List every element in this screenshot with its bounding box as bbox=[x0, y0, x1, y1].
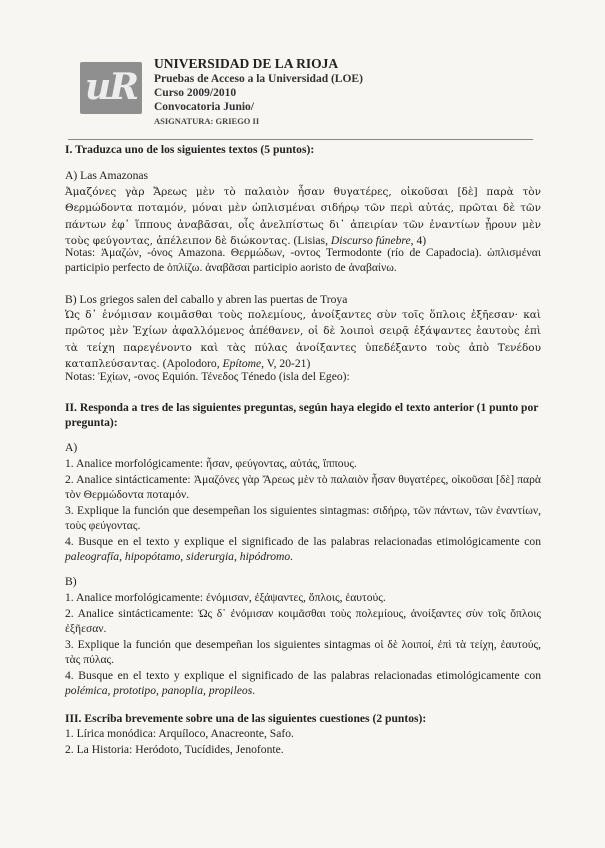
section-1-heading: I. Traduzca uno de los siguientes textos (5 puntos): bbox=[65, 143, 315, 156]
section-3-item-2: 2. La Historia: Heródoto, Tucídides, Jenofonte. bbox=[65, 743, 284, 756]
course-year: Curso 2009/2010 bbox=[154, 87, 237, 99]
section-2-a-question-4 bbox=[65, 534, 541, 565]
section-3-item-1: 1. Lírica monódica: Arquíloco, Anacreonte, Safo. bbox=[65, 727, 294, 740]
exam-session: Convocatoria Junio/ bbox=[154, 101, 254, 113]
section-2-a-question-3: 3. Explique la función que desempeñan los siguientes sintagmas: σιδήρῳ, τῶν πάντων, τῶν ἐναντίων, τοὺς φεύγοντας. bbox=[65, 504, 541, 533]
university-name: UNIVERSIDAD DE LA RIOJA bbox=[154, 56, 339, 71]
text-b-passage bbox=[65, 307, 541, 373]
text-a-source-suffix: , 4) bbox=[410, 234, 427, 248]
section-2-b-question-4 bbox=[65, 668, 541, 699]
text-a-source-work: Discurso fúnebre bbox=[330, 234, 411, 248]
text-b-notes: Notas: Ἐχίων, -ονος Equión. Τένεδος Ténedo (isla del Egeo): bbox=[65, 370, 350, 383]
section-2-a-question-1: 1. Analice morfológicamente: ἦσαν, φεύγοντας, αὐτάς, ἵππους. bbox=[65, 457, 357, 470]
section-2-heading: II. Responda a tres de las siguientes preguntas, según haya elegido el texto anterior (1 punto por pregunta): bbox=[65, 401, 539, 430]
text-a-notes: Notas: Ἀμαζών, -όνος Amazona. Θερμώδων, -οντος Termodonte (río de Capadocia). ὡπλισμέναι participio perfecto de ὁπλίζω. ἀναβᾶσαι participio aoristo de ἀναβαίνω. bbox=[65, 246, 541, 275]
text-a-passage bbox=[65, 184, 541, 250]
section-3-heading: III. Escriba brevemente sobre una de las siguientes cuestiones (2 puntos): bbox=[65, 712, 427, 725]
text-a-source-prefix: (Lisias, bbox=[293, 234, 331, 248]
text-a-greek: Ἀμαζόνες γὰρ Ἄρεως μὲν τὸ παλαιὸν ἦσαν θυγατέρες, οἰκοῦσαι [δὲ] παρὰ τὸν Θερμώδοντα ποταμόν, μόναι μὲν ὡπλισμέναι σιδήρῳ τῶν περὶ αὐτάς, πρῶται δὲ τῶν πάντων ἐφ᾽ ἵππους ἀναβᾶσαι, οἷς ἀνελπίστως δι᾽ ἀπειρίαν τῶν ἐναντίων ᾖρουν μὲν τοὺς φεύγοντας, ἀπέλειπον δὲ διώκοντας. bbox=[65, 186, 541, 248]
text-b-title: B) Los griegos salen del caballo y abren las puertas de Troya bbox=[65, 293, 348, 306]
logo-mark: uR bbox=[85, 66, 138, 108]
section-2-b-question-4-words: polémica, prototipo, panoplia, propileos bbox=[65, 684, 253, 698]
section-2-b-question-4-text: 4. Busque en el texto y explique el significado de las palabras relacionadas etimológicamente con bbox=[65, 669, 541, 682]
text-b-source-suffix: , V, 20-21) bbox=[261, 357, 311, 371]
section-2-b-question-3: 3. Explique la función que desempeñan los siguientes sintagmas οἱ δὲ λοιποί, ἐπὶ τὰ τείχη, ἑαυτούς, τὰς πύλας. bbox=[65, 638, 541, 667]
text-b-greek: Ὡς δ᾽ ἐνόμισαν κοιμᾶσθαι τοὺς πολεμίους, ἀνοίξαντες σὺν τοῖς ὅπλοις ἐξῆεσαν· καὶ πρῶτος μὲν Ἐχίων ἀφαλλόμενος ἀπέθανεν, οἱ δὲ λοιποὶ σειρᾷ ἐξάψαντες ἑαυτοὺς ἐπὶ τὰ τείχη παρεγένοντο καὶ τὰς πύλας ἀνοίξαντες ὑπεδέξαντο τοὺς ἀπὸ Τενέδου καταπλεύσαντας. bbox=[65, 309, 541, 371]
text-a-title: A) Las Amazonas bbox=[65, 169, 149, 182]
text-b-source-prefix: (Apolodoro, bbox=[162, 357, 223, 371]
text-b-source-work: Epítome bbox=[222, 357, 262, 371]
subject-name: ASIGNATURA: GRIEGO II bbox=[154, 116, 260, 126]
header-divider bbox=[68, 139, 533, 140]
section-2-a-label: A) bbox=[65, 441, 78, 454]
section-2-b-question-4-end: . bbox=[252, 684, 256, 698]
section-2-a-question-2: 2. Analice sintácticamente: Ἀμαζόνες γὰρ Ἄρεως μὲν τὸ παλαιὸν ἦσαν θυγατέρες, οἰκοῦσαι [δὲ] παρὰ τὸν Θερμώδοντα ποταμόν. bbox=[65, 473, 541, 502]
section-2-a-question-4-text: 4. Busque en el texto y explique el significado de las palabras relacionadas etimológicamente con bbox=[65, 535, 541, 548]
section-2-b-label: B) bbox=[65, 575, 77, 588]
exam-header bbox=[154, 56, 363, 128]
section-2-b-question-1: 1. Analice morfológicamente: ἐνόμισαν, ἐξάψαντες, ὅπλοις, ἑαυτούς. bbox=[65, 591, 386, 604]
section-2-b-question-2: 2. Analice sintácticamente: Ὡς δ᾽ ἐνόμισαν κοιμᾶσθαι τοὺς πολεμίους, ἀνοίξαντες σὺν τοῖς ὅπλοις ἐξῆεσαν. bbox=[65, 607, 541, 636]
section-2-a-question-4-words: paleografía, hipopótamo, siderurgia, hipódromo. bbox=[65, 550, 294, 564]
university-logo bbox=[80, 62, 142, 114]
exam-name: Pruebas de Acceso a la Universidad (LOE) bbox=[154, 73, 363, 85]
